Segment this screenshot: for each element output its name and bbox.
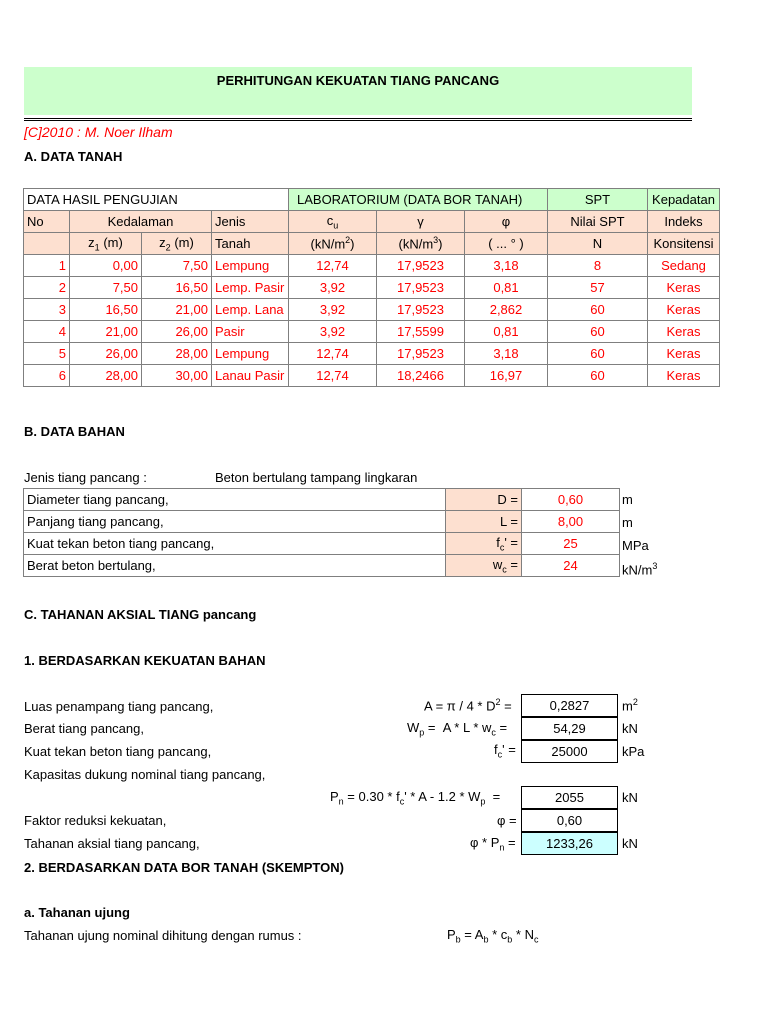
cell-no: 3 [24, 299, 70, 321]
material-label: Kuat tekan beton tiang pancang, [24, 533, 446, 555]
cell-cu: 12,74 [289, 343, 377, 365]
table-row [24, 343, 720, 365]
table-row [24, 365, 720, 387]
cell-z1: 16,50 [70, 299, 142, 321]
title-underline [24, 118, 692, 121]
cell-no: 1 [24, 255, 70, 277]
material-row [24, 511, 620, 533]
cell-z2: 26,00 [142, 321, 212, 343]
header-cell: ( ... ° ) [465, 233, 548, 255]
cell-spt: 57 [548, 277, 648, 299]
header-cell: φ [465, 211, 548, 233]
cell-jenis: Lempung [212, 343, 289, 365]
cell-jenis: Lemp. Lana [212, 299, 289, 321]
cell-spt: 8 [548, 255, 648, 277]
material-value: 25 [522, 533, 620, 555]
material-unit: MPa [622, 538, 649, 553]
header-cell: Tanah [212, 233, 289, 255]
phi-symbol: φ = [497, 813, 517, 828]
cell-gamma: 17,9523 [377, 299, 465, 321]
cell-spt: 60 [548, 343, 648, 365]
cell-z2: 7,50 [142, 255, 212, 277]
material-value: 0,60 [522, 489, 620, 511]
pb-formula: $P_b = A_b * c_b * N_c$ [447, 927, 539, 945]
header-cell: SPT [548, 189, 648, 211]
header-cell [24, 233, 70, 255]
phipn-value: 1233,26 [521, 832, 618, 855]
cell-indeks: Sedang [648, 255, 720, 277]
cell-phi: 0,81 [465, 321, 548, 343]
table-row [24, 277, 720, 299]
kuat-value: 25000 [521, 740, 618, 763]
header-cell: $z_1$ (m) [70, 233, 142, 255]
cell-cu: 12,74 [289, 365, 377, 387]
cell-cu: 3,92 [289, 299, 377, 321]
material-symbol: $f_c'$ = [446, 533, 522, 555]
material-label: Panjang tiang pancang, [24, 511, 446, 533]
header-cell: $(kN/m^2)$ [289, 233, 377, 255]
cell-z1: 28,00 [70, 365, 142, 387]
pn-formula: $P_n = 0.30 * f_c' * A - 1.2 * W_p$ = [330, 789, 501, 807]
subsection-1-title: 1. BERDASARKAN KEKUATAN BAHAN [24, 653, 266, 668]
header-cell: Kepadatan [648, 189, 720, 211]
phi-value: 0,60 [521, 809, 618, 832]
subsection-2a-title: a. Tahanan ujung [24, 905, 130, 920]
cell-phi: 3,18 [465, 255, 548, 277]
cell-no: 6 [24, 365, 70, 387]
material-row [24, 533, 620, 555]
header-cell: $z_2$ (m) [142, 233, 212, 255]
cell-cu: 12,74 [289, 255, 377, 277]
table-row [24, 255, 720, 277]
material-symbol: D = [446, 489, 522, 511]
cell-z2: 16,50 [142, 277, 212, 299]
pn-value: 2055 [521, 786, 618, 809]
cell-phi: 2,862 [465, 299, 548, 321]
cell-z1: 0,00 [70, 255, 142, 277]
jenis-value: Beton bertulang tampang lingkaran [215, 470, 418, 485]
phipn-unit: kN [622, 836, 638, 851]
soil-data-table [23, 188, 720, 387]
cell-gamma: 17,5599 [377, 321, 465, 343]
header-cell: Indeks [648, 211, 720, 233]
table-header-row-1 [24, 189, 720, 211]
cell-jenis: Lemp. Pasir [212, 277, 289, 299]
cell-indeks: Keras [648, 343, 720, 365]
cell-spt: 60 [548, 365, 648, 387]
cell-cu: 3,92 [289, 277, 377, 299]
material-row [24, 555, 620, 577]
ujung-label: Tahanan ujung nominal dihitung dengan rumus : [24, 928, 302, 943]
material-label: Berat beton bertulang, [24, 555, 446, 577]
berat-formula: $W_p = A * L * w_c$ = [407, 720, 508, 738]
material-value: 8,00 [522, 511, 620, 533]
cell-z2: 21,00 [142, 299, 212, 321]
luas-formula: $A = \pi / 4 * D^2$ = [424, 697, 512, 714]
cell-gamma: 17,9523 [377, 343, 465, 365]
phipn-formula: φ * $P_n$ = [470, 835, 516, 853]
subsection-2-title: 2. BERDASARKAN DATA BOR TANAH (SKEMPTON) [24, 860, 344, 875]
cell-z1: 7,50 [70, 277, 142, 299]
material-unit: m [622, 492, 633, 507]
kapasitas-label: Kapasitas dukung nominal tiang pancang, [24, 767, 266, 782]
cell-indeks: Keras [648, 321, 720, 343]
table-header-row-3 [24, 233, 720, 255]
berat-label: Berat tiang pancang, [24, 721, 144, 736]
material-row [24, 489, 620, 511]
jenis-label: Jenis tiang pancang : [24, 470, 147, 485]
header-cell: Konsitensi [648, 233, 720, 255]
header-cell: LABORATORIUM (DATA BOR TANAH) [289, 189, 548, 211]
material-symbol: $w_c$ = [446, 555, 522, 577]
header-cell: Nilai SPT [548, 211, 648, 233]
cell-gamma: 18,2466 [377, 365, 465, 387]
cell-jenis: Lempung [212, 255, 289, 277]
cell-jenis: Lanau Pasir [212, 365, 289, 387]
table-row [24, 321, 720, 343]
material-value: 24 [522, 555, 620, 577]
header-cell: DATA HASIL PENGUJIAN [24, 189, 289, 211]
material-label: Diameter tiang pancang, [24, 489, 446, 511]
cell-gamma: 17,9523 [377, 277, 465, 299]
luas-unit: $m^2$ [622, 697, 638, 714]
table-header-row-2 [24, 211, 720, 233]
cell-indeks: Keras [648, 277, 720, 299]
kuat-unit: kPa [622, 744, 645, 759]
tahanan-label: Tahanan aksial tiang pancang, [24, 836, 200, 851]
cell-cu: 3,92 [289, 321, 377, 343]
cell-phi: 16,97 [465, 365, 548, 387]
cell-z2: 30,00 [142, 365, 212, 387]
cell-gamma: 17,9523 [377, 255, 465, 277]
table-row [24, 299, 720, 321]
faktor-label: Faktor reduksi kekuatan, [24, 813, 167, 828]
material-table [23, 488, 620, 577]
header-cell: No [24, 211, 70, 233]
cell-spt: 60 [548, 299, 648, 321]
kuat-formula: $f_c'$ = [494, 742, 516, 760]
page-title: PERHITUNGAN KEKUATAN TIANG PANCANG [216, 73, 500, 88]
cell-z1: 21,00 [70, 321, 142, 343]
cell-no: 5 [24, 343, 70, 365]
cell-no: 2 [24, 277, 70, 299]
berat-unit: kN [622, 721, 638, 736]
pn-unit: kN [622, 790, 638, 805]
cell-indeks: Keras [648, 299, 720, 321]
berat-value: 54,29 [521, 717, 618, 740]
cell-spt: 60 [548, 321, 648, 343]
cell-no: 4 [24, 321, 70, 343]
material-unit: m [622, 515, 633, 530]
material-symbol: L = [446, 511, 522, 533]
material-unit: $kN/m^3$ [622, 561, 658, 578]
section-b-title: B. DATA BAHAN [24, 424, 125, 439]
header-cell: Jenis [212, 211, 289, 233]
header-cell: N [548, 233, 648, 255]
cell-jenis: Pasir [212, 321, 289, 343]
section-a-title: A. DATA TANAH [24, 149, 123, 164]
kuat-label: Kuat tekan beton tiang pancang, [24, 744, 212, 759]
cell-z1: 26,00 [70, 343, 142, 365]
author-credit: [C]2010 : M. Noer Ilham [24, 124, 173, 140]
luas-value: 0,2827 [521, 694, 618, 717]
header-cell: Kedalaman [70, 211, 212, 233]
cell-phi: 3,18 [465, 343, 548, 365]
header-cell: $(kN/m^3)$ [377, 233, 465, 255]
cell-indeks: Keras [648, 365, 720, 387]
header-cell: γ [377, 211, 465, 233]
cell-z2: 28,00 [142, 343, 212, 365]
cu-symbol: c [326, 212, 334, 228]
section-c-title: C. TAHANAN AKSIAL TIANG pancang [24, 607, 257, 622]
cell-phi: 0,81 [465, 277, 548, 299]
luas-label: Luas penampang tiang pancang, [24, 699, 214, 714]
header-cell: $c_u$ [289, 211, 377, 233]
title-band [24, 67, 692, 115]
